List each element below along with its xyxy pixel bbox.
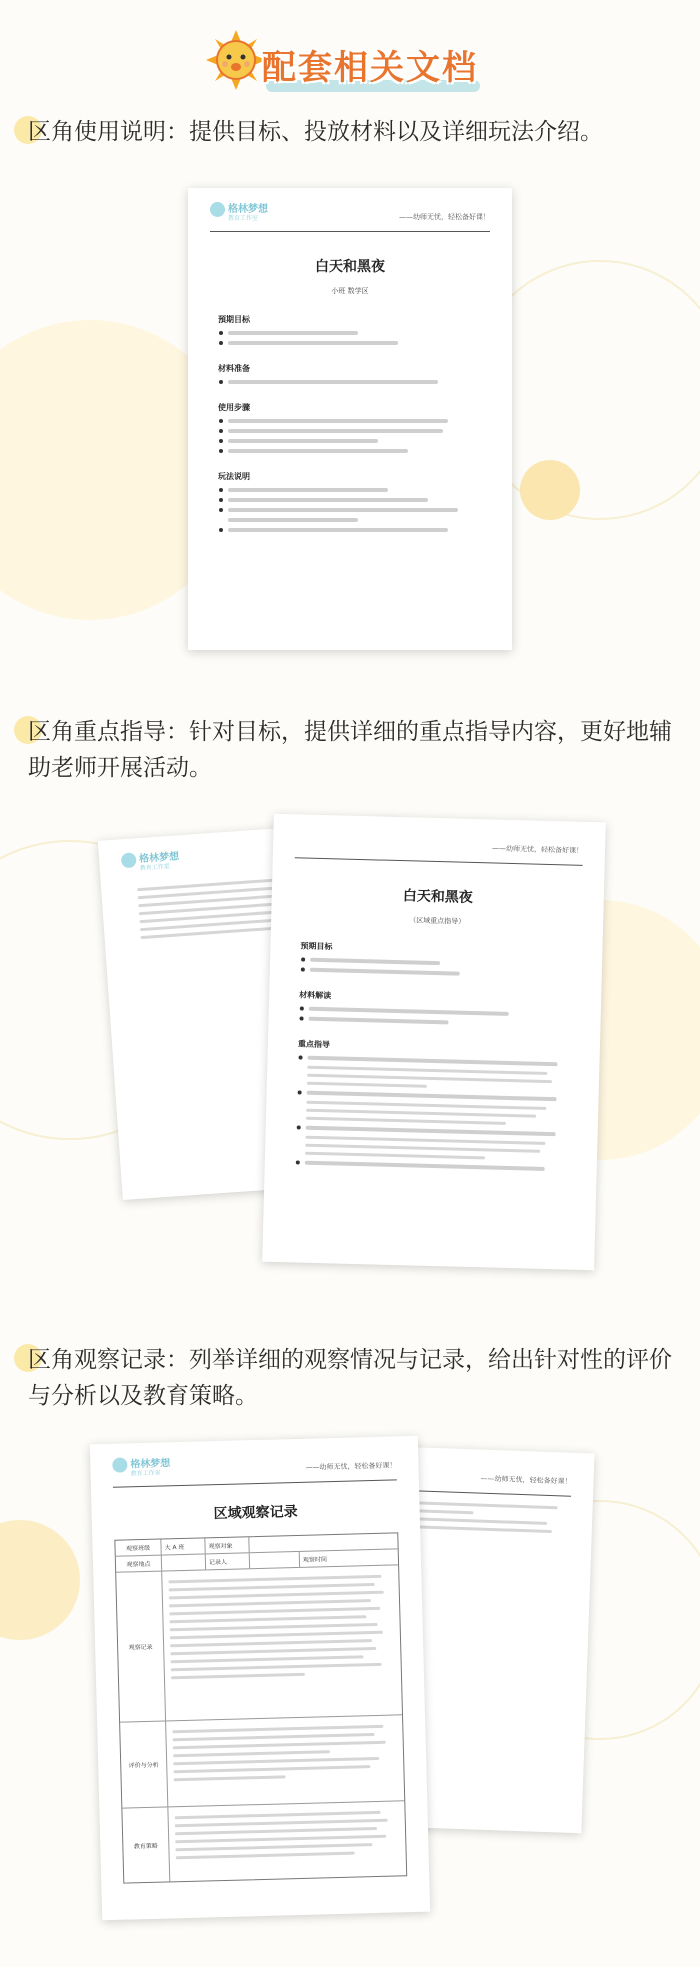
record-document: [90, 1436, 430, 1920]
table-cell: 大 A 班: [161, 1538, 205, 1554]
section-caption-guide: [28, 714, 678, 786]
guide-document: [262, 814, 606, 1271]
background-dot: [0, 1520, 80, 1640]
doc-heading: 预期目标: [300, 941, 333, 952]
doc-slogan: ——幼师无忧，轻松备好课！: [305, 1461, 397, 1472]
table-cell: 教育策略: [122, 1807, 170, 1882]
table-cell: [162, 1554, 206, 1570]
background-dot: [520, 460, 580, 520]
table-cell: 观察地点: [116, 1556, 162, 1572]
table-cell: [166, 1715, 404, 1806]
doc-slogan: ——幼师无忧，轻松备好课！: [480, 1474, 572, 1486]
brand-logo: 格林梦想 教育工作室: [121, 847, 183, 875]
doc-slogan: ——幼师无忧，轻松备好课！: [399, 213, 490, 221]
section-caption-record: [28, 1342, 678, 1414]
usage-document: [188, 188, 512, 650]
doc-subtitle: （区域重点指导）: [409, 916, 466, 926]
doc-heading: 預期目标: [218, 315, 250, 324]
section-caption-usage: [28, 114, 678, 150]
doc-title: 白天和黑夜: [402, 888, 473, 906]
table-cell: [168, 1801, 406, 1881]
doc-heading: 材料准备: [218, 364, 250, 373]
table-cell: [162, 1565, 402, 1720]
caption-text: 区角重点指导：针对目标，提供详细的重点指导内容，更好地辅助老师开展活动。: [28, 719, 672, 781]
table-cell: 观察对象: [205, 1537, 249, 1553]
page-title: 配套相关文档: [262, 48, 478, 88]
caption-text: 区角使用说明：提供目标、投放材料以及详细玩法介绍。: [28, 119, 603, 145]
doc-heading: 使用步骤: [218, 403, 250, 412]
table-cell: 观察时间: [302, 1556, 328, 1564]
table-cell: [250, 1552, 300, 1568]
table-cell: 观察班级: [115, 1540, 161, 1556]
doc-slogan: ——幼师无忧，轻松备好课！: [491, 844, 584, 855]
doc-heading: 材料解读: [299, 990, 332, 1001]
caption-text: 区角观察记录：列举详细的观察情况与记录，给出针对性的评价与分析以及教育策略。: [28, 1347, 672, 1409]
brand-logo: 格林梦想 教育工作室: [210, 200, 270, 224]
table-cell: 观察记录: [116, 1572, 166, 1722]
doc-title: 白天和黑夜: [315, 259, 385, 275]
brand-logo: 格林梦想 教育工作室: [112, 1454, 173, 1480]
page-header: [0, 22, 700, 98]
record-table: [114, 1532, 407, 1883]
doc-title: 区域观察记录: [213, 1503, 298, 1523]
sun-face-icon: [206, 30, 266, 90]
doc-heading: 重点指导: [297, 1039, 331, 1050]
table-cell: 记录人: [206, 1553, 250, 1569]
doc-heading: 玩法说明: [218, 472, 250, 481]
doc-subtitle: 小班 数学区: [331, 287, 369, 295]
table-cell: 评价与分析: [120, 1721, 168, 1807]
